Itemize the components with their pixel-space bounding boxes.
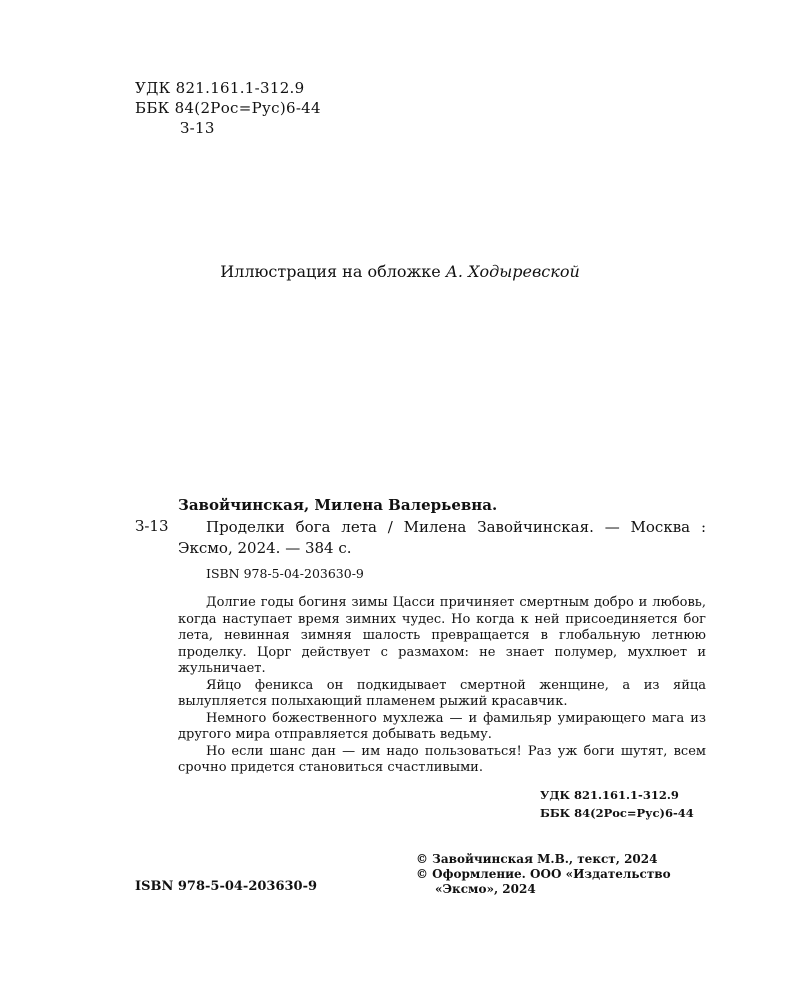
bib-title-line: Проделки бога лета / Милена Завойчинская. — Москва : (206, 518, 706, 536)
illustration-prefix: Иллюстрация на обложке (220, 262, 441, 281)
header-bbk: ББК 84(2Рос=Рус)6-44 (135, 99, 321, 117)
annotation-paragraph: Немного божественного мухлежа — и фамильяр умирающего мага из другого мира отправляется добывать ведьму. (178, 710, 706, 742)
bib-record (178, 517, 706, 559)
illustration-artist: А. Ходыревской (445, 262, 580, 281)
header-udk: УДК 821.161.1-312.9 (135, 79, 305, 97)
annotation-paragraph: Долгие годы богиня зимы Цасси причиняет смертным добро и любовь, когда наступает время зимних чудес. Но когда к ней присоединяется бог лета, невинная зимняя шалость превращается в глобальную летнюю проделку. Цорг действует с размахом: не знает полумер, мухлюет и жульничает. (178, 595, 706, 676)
copyright-design: © Оформление. ООО «Издательство (416, 867, 671, 881)
classification-block (540, 786, 694, 822)
bib-publisher-line: Эксмо, 2024. — 384 с. (178, 539, 352, 557)
bib-isbn: ISBN 978-5-04-203630-9 (206, 566, 364, 581)
header-author-sign: З-13 (180, 119, 215, 137)
annotation-paragraph: Но если шанс дан — им надо пользоваться! Раз уж боги шутят, всем срочно придется становиться счастливыми. (178, 743, 706, 775)
copyright-text: © Завойчинская М.В., текст, 2024 (416, 852, 658, 866)
copyright-design-cont: «Эксмо», 2024 (435, 882, 536, 896)
copyright-block (416, 852, 671, 897)
bib-author: Завойчинская, Милена Валерьевна. (178, 496, 498, 514)
annotation (178, 595, 706, 777)
illustration-credit (0, 262, 800, 281)
classification-bbk: ББК 84(2Рос=Рус)6-44 (540, 806, 694, 820)
annotation-paragraph: Яйцо феникса он подкидывает смертной женщине, а из яйца вылупляется полыхающий пламенем рыжий красавчик. (178, 677, 706, 709)
footer-isbn: ISBN 978-5-04-203630-9 (135, 879, 318, 894)
header-classification (135, 78, 321, 138)
classification-udk: УДК 821.161.1-312.9 (540, 788, 679, 802)
bib-author-sign: З-13 (135, 517, 169, 535)
